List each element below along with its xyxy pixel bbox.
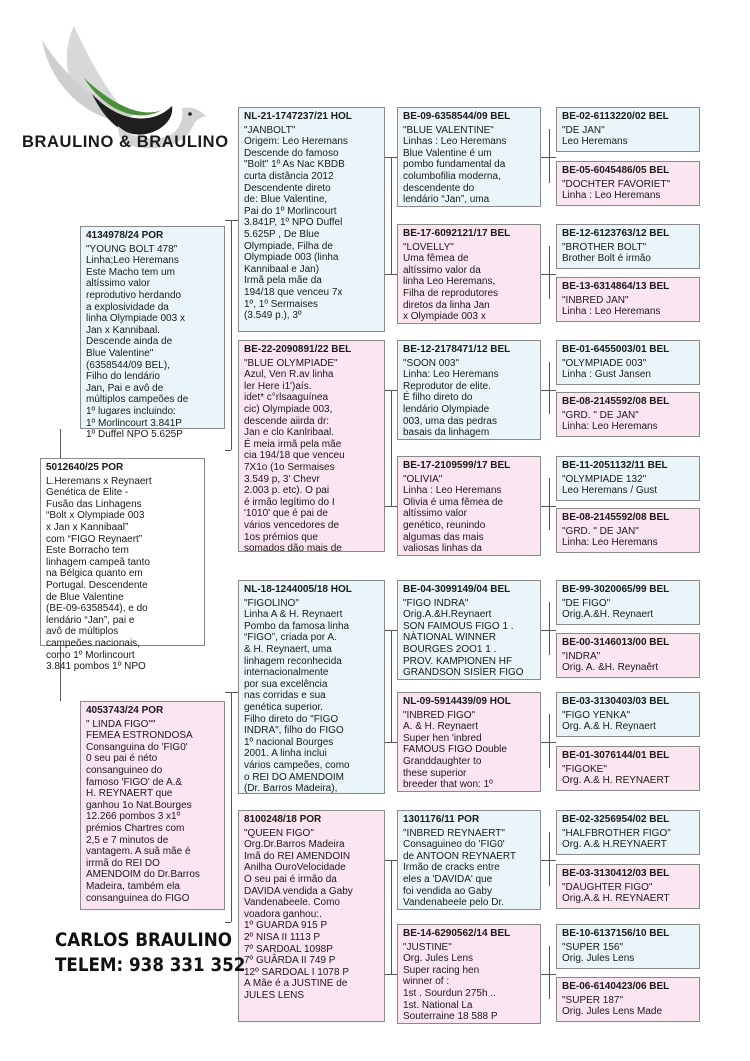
connector-line [385,390,397,391]
connector-line [231,692,232,922]
pedigree-text: "GRD. " DE JAN" Linha: Leo Heremans [562,409,658,433]
great-great-grandparent-box [556,864,700,909]
pedigree-text: "FIGO INDRA" Orig.A.&H.Reynaert SON FAIMOUS FIGO 1 . NÀTIONAL WINNER BOURGES 2OO1 1 . PROV. KAMPIONEN HF GRANDSON SISÏER FIGO [403,597,524,679]
connector-line [60,429,61,458]
great-great-grandparent-box [556,977,700,1022]
great-great-grandparent-box [556,161,700,206]
ring-number: BE-04-3099149/04 BEL [403,584,511,595]
connector-line [385,974,397,975]
great-great-grandparent-box [556,340,700,385]
great-great-grandparent-box [556,633,700,678]
brand-name: BRAULINO & BRAULINO [22,133,229,151]
pedigree-text: "BLUE OLYMPIADE" Azul, Ven R.av linha ler Here i1')aís. idet* c°rlsaaguínea cic) Olympiade 003, descende aiirda dr: Jan e clo Kanlribaal. É meia irmã pela mãe cia 194/18 que venceu 7X1o (1o Sermaises 3.549 p, 3' Chevr 2.003 p. etc). O pai é irmão legítimo do I '1010' que é pai de vários vencedores de 1os prémios que somados dão mais de [244,357,345,555]
connector-line [549,246,550,299]
pedigree-text: "DOCHTER FAVORIET" Linha : Leo Heremans [562,178,671,202]
owner-phone: TELEM: 938 331 352 [55,954,246,976]
connector-line [391,630,392,742]
great-great-grandparent-box [556,692,700,737]
pedigree-text: "SUPER 156" Orig. Jules Lens [562,941,635,965]
grandparent-box [238,340,385,555]
great-grandparent-box [397,456,541,556]
pedigree-text: "SOON 003" Linha: Leo Heremans Reprodutor de elite. É filho direto do lendário Olympiade 003, uma das pedras basais da linhagem [403,357,499,439]
connector-line [549,832,550,886]
pedigree-text: "INBRED FIGO" A. & H. Reynaert Super hen 'inbred FAMOUS FIGO Double Granddaughter to these superior breeder that won: 1º [403,709,507,791]
great-great-grandparent-box [556,580,700,625]
owner-name: CARLOS BRAULINO [55,929,232,951]
ring-number: BE-09-6358544/09 BEL [403,111,511,122]
great-great-grandparent-box [556,810,700,855]
ring-number: 4134978/24 POR [86,230,164,241]
pedigree-text: "INBRED JAN" Linha : Leo Heremans [562,294,661,318]
ring-number: BE-17-2109599/17 BEL [403,460,511,471]
great-great-grandparent-box [556,456,700,501]
connector-line [385,630,397,631]
ring-number: BE-01-6455003/01 BEL [562,344,670,355]
pedigree-text: "HALFBROTHER FIGO" Org. A.& H.REYNAERT [562,827,671,851]
great-great-grandparent-box [556,746,700,791]
ring-number: NL-09-5914439/09 HOL [403,696,511,707]
great-grandparent-box [397,340,541,440]
connector-line [385,506,397,507]
pedigree-text: "INDRA" Orig. A. &H. Reynaêrt [562,650,659,674]
pedigree-text: L.Heremans x Reynaert Genética de Elite - Fusão das Linhagens “Bolt x Olympiade 003 x Jan x Kannibaal” com “FIGO Reynaert” Este Borracho tem linhagem campeã tanto na Bélgica quanto em Portugal. Descendente de Blue Valentine (BE-09-6358544), e do lendário “Jan”, pai e avô de múltiplos campeões nacionais, como 1º Morlincourt 3.841 pombos 1º NPO [46,475,152,673]
connector-line [385,274,397,275]
ring-number: BE-11-2051132/11 BEL [562,460,668,471]
ring-number: BE-99-3020065/99 BEL [562,584,670,595]
pedigree-text: "OLYMPIADE 132" Leo Heremans / Gust [562,473,658,497]
connector-line [549,478,550,530]
connector-line [391,157,392,274]
subject-box [40,458,205,673]
ring-number: BE-12-6123763/12 BEL [562,228,670,239]
pedigree-text: "LOVELLY" Uma fêmea de altíssimo valor da linha Leo Heremans, Filha de reprodutores diretos da linha Jan x Olympiade 003 x [403,241,499,323]
connector-line [549,362,550,414]
pedigree-text: "FIGO YENKA" Org. A.& H. Reynaert [562,709,656,733]
father-box [80,226,225,441]
pedigree-text: "FIGOKE" Org. A.& H. REYNAERT [562,763,670,787]
connector-line [231,220,232,450]
great-great-grandparent-box [556,107,700,152]
ring-number: BE-22-2090891/22 BEL [244,344,352,355]
pedigree-text: "DAUGHTER FIGO" Orig.A.& H. REYNAERT [562,881,670,905]
great-grandparent-box [397,810,541,910]
great-great-grandparent-box [556,924,700,969]
ring-number: BE-08-2145592/08 BEL [562,396,670,407]
great-grandparent-box [397,692,541,792]
ring-number: BE-03-3130403/03 BEL [562,696,670,707]
ring-number: BE-01-3076144/01 BEL [562,750,670,761]
pedigree-text: "JANBOLT" Origem: Leo Heremans Descende do famoso "Bolt" 1º As Nac KBDB curta distância 2012 Descendente direto de: Blue Valentine, Pai do 1º Morlincourt 3.841P, 1º NPO Duffel 5.625P , De Blue Olympiade, Filha de Olympiade 003 (linha Kannibaal e Jan) Irmã pela mãe da 194/18 que venceu 7x 1º, 1º Sermaises (3.549 p.), 3º [244,124,348,322]
ring-number: 1301176/11 POR [403,814,480,825]
connector-line [549,946,550,999]
ring-number: BE-02-3256954/02 BEL [562,814,670,825]
ring-number: BE-13-6314864/13 BEL [562,281,670,292]
connector-line [391,390,392,506]
great-grandparent-box [397,224,541,324]
ring-number: BE-14-6290562/14 BEL [403,928,511,939]
great-great-grandparent-box [556,508,700,553]
ring-number: BE-10-6137156/10 BEL [562,928,670,939]
grandparent-box [238,810,385,1022]
pedigree-text: "JUSTINE" Org. Jules Lens Super racing hen winner of : 1st . Sourdun 275h .. 1st. National La Souterraine 18 588 P [403,941,498,1023]
pedigree-text: "BLUE VALENTINE" Linhas : Leo Heremans Blue Valentine é um pombo fundamental da columbofilia moderna, descendente do lendário “Jan”, uma [403,124,507,206]
ring-number: BE-17-6092121/17 BEL [403,228,511,239]
ring-number: 5012640/25 POR [46,462,124,473]
great-great-grandparent-box [556,277,700,322]
pedigree-text: "OLIVIA" Linha : Leo Heremans Olivia é uma fêmea de altíssimo valor genético, reunindo algumas das mais valiosas linhas da [403,473,504,555]
ring-number: BE-08-2145592/08 BEL [562,512,670,523]
pedigree-text: "BROTHER BOLT" Brother Bolt é irmão [562,241,651,265]
ring-number: 4053743/24 POR [86,705,164,716]
grandparent-box [238,107,385,332]
ring-number: NL-18-1244005/18 HOL [244,584,352,595]
pedigree-text: "QUEEN FIGO" Org.Dr.Barros Madeira Imã do REI AMENDOIN Anilha OuroVelocidade O seu pai é irmão da DAVIDA vendida a Gaby Vandenabeele. Como voadora ganhou:. 1º GUARDA 915 P 2º NISA II 1113 P 7º SARD0AL 1098P 7º GUÂRDA II 749 P 12º SARDOAL I 1078 P A Mãe é a JUSTINE de JULES LENS [244,827,353,1001]
great-grandparent-box [397,107,541,207]
ring-number: BE-02-6113220/02 BEL [562,111,669,122]
ring-number: BE-03-3130412/03 BEL [562,868,670,879]
contact-block [55,928,245,978]
pedigree-text: "INBRED REYNAERT" Consaguineo do 'FIG0' de ANTOON REYNAERT Irmão de cracks entre eles a 'DAVIDA' que foi vendida ao Gaby Vandenabeele pelo Dr. [403,827,516,909]
great-grandparent-box [397,924,541,1024]
ring-number: 8100248/18 POR [244,814,322,825]
connector-line [385,157,397,158]
connector-line [549,714,550,768]
connector-line [385,742,397,743]
grandparent-box [238,580,385,794]
ring-number: BE-12-2178471/12 BEL [403,344,511,355]
pedigree-text: "SUPER 187" Orig. Jules Lens Made [562,994,663,1018]
connector-line [225,922,231,923]
pedigree-text: " LINDA FIGO"" FEMEA ESTRONDOSA Consanguina do 'FIG0' 0 seu pai é néto consanguineo do famoso 'FIGO' de A.& H. REYNAERT que ganhou 1o Nat.Bourges 12.266 pombos 3 x1º prémios Chartres com 2,5 e 7 minutos de vantagem. A suâ mãe é irrmã do REI DO AMENDOIM do Dr.Barros Madeira, também ela consanguinea do FIGO [86,718,200,904]
ring-number: BE-06-6140423/06 BEL [562,981,670,992]
pedigree-text: "DE JAN" Leo Heremans [562,124,628,148]
connector-line [549,602,550,655]
pedigree-text: "OLYMPIADE 003" Linha : Gust Jansen [562,357,651,381]
connector-line [385,860,397,861]
pedigree-text: "FIGOLINO" Linha A & H. Reynaert Pombo da famosa linha “FIGO”, criada por A. & H. Reynaert, uma linhagem reconhecida internacionalmente por sua excelência nas corridas e sua genética superior. Filho direto do "FIGO INDRA", filho do FIGO 1º nacional Bourges 2001. A linha inclui vários campeões, como o REI DO AMENDOIM (Dr. Barros Madeira), [244,597,350,795]
mother-box [80,701,225,910]
ring-number: BE-05-6045486/05 BEL [562,165,670,176]
great-great-grandparent-box [556,392,700,437]
great-grandparent-box [397,580,541,680]
pedigree-text: "DE FIGO" Orig.A.&H. Reynaert [562,597,654,621]
connector-line [549,129,550,183]
connector-line [225,450,231,451]
pedigree-text: "YOUNG BOLT 478" Linha;Leo Heremans Este Macho tem um altíssimo valor reprodutivo herdando a explosividade da linha Olympiade 003 x Jan x Kannibaal. Descende ainda de Blue Valentine" (6358544/09 BEL), Filho do lendário Jan, Pai e avô de múltiplos campeões de 1º lugares incluindo: 1º Morlincourt 3.841P 1º Duffel NPO 5.625P [86,243,189,441]
connector-line [391,860,392,974]
pedigree-text: "GRD. " DE JAN" Linha: Leo Heremans [562,525,658,549]
ring-number: NL-21-1747237/21 HOL [244,111,352,122]
ring-number: BE-00-3146013/00 BEL [562,637,670,648]
great-great-grandparent-box [556,224,700,269]
